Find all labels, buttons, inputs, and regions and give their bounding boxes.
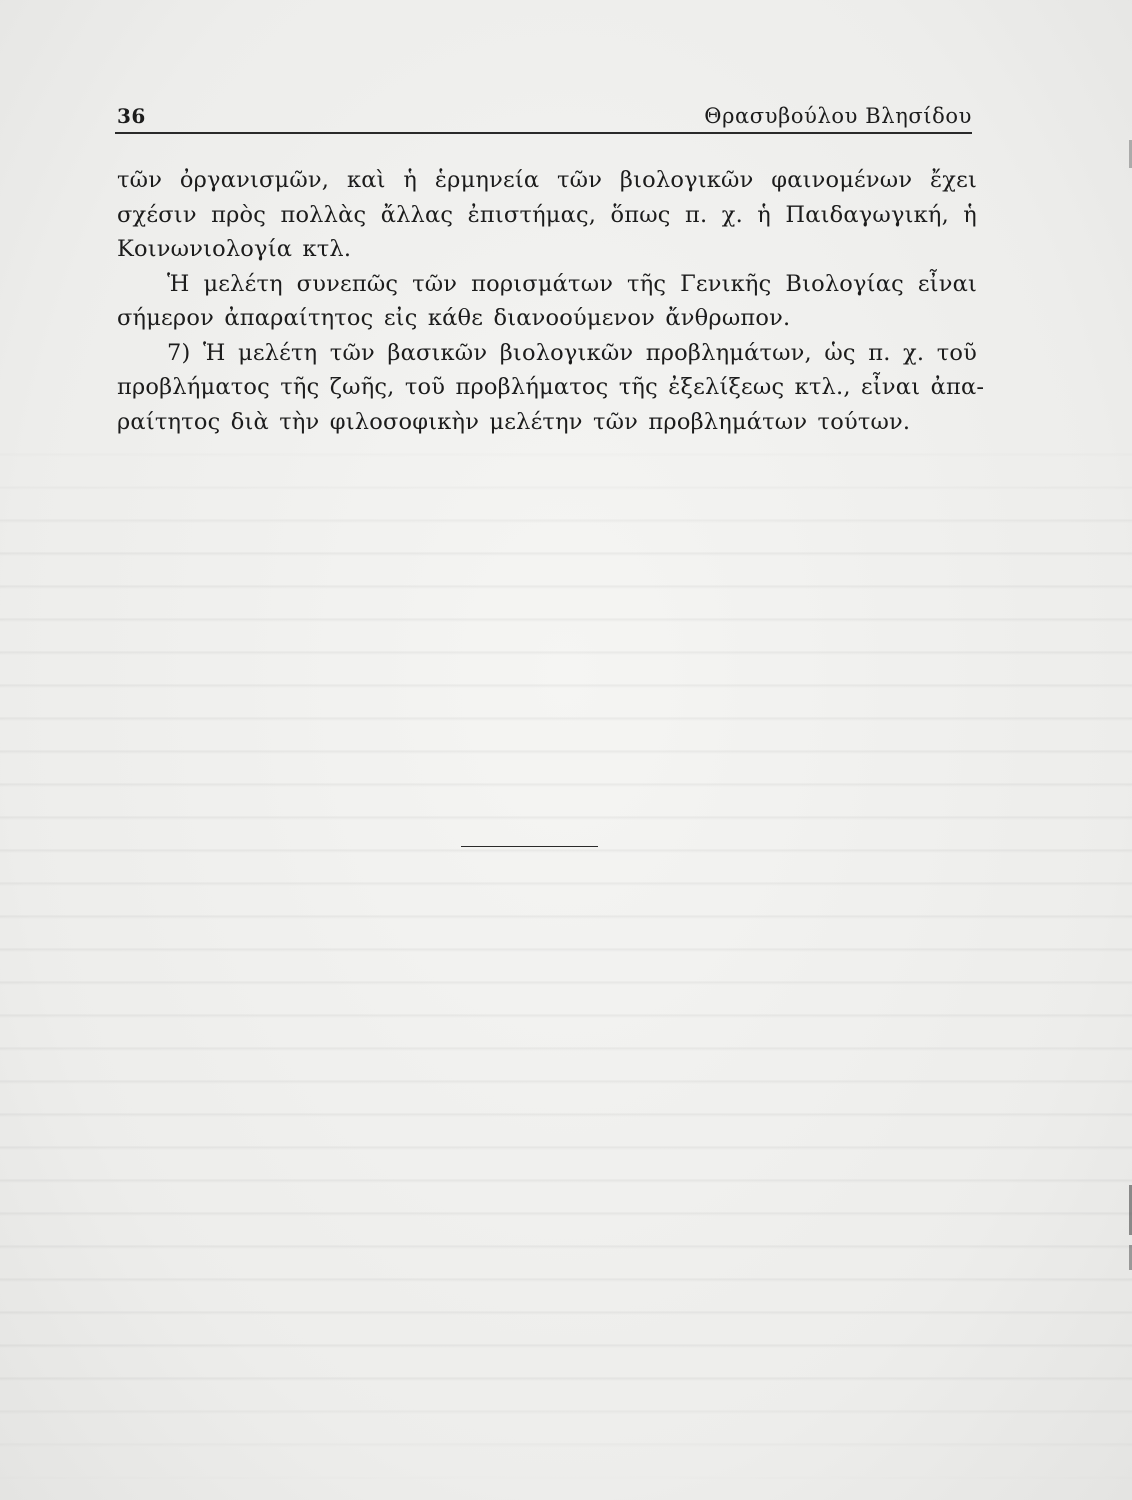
text-line: σήμερον ἀπαραίτητος εἰς κάθε διανοούμενον ἄνθρωπον. <box>117 305 791 331</box>
text-line: Ἡ μελέτη συνεπῶς τῶν πορισμάτων τῆς Γενικῆς Βιολογίας εἶναι <box>167 270 977 297</box>
text-line: ραίτητος διὰ τὴν φιλοσοφικὴν μελέτην τῶν προβλημάτων τούτων. <box>117 408 911 435</box>
running-head: Θρασυβούλου Βλησίδου <box>704 104 972 128</box>
body-text <box>117 163 985 439</box>
page-number: 36 <box>117 104 146 128</box>
text-line: τῶν ὀργανισμῶν, καὶ ἡ ἑρμηνεία τῶν βιολογικῶν φαινομένων ἔχει <box>117 167 977 193</box>
text-line: 7) Ἡ μελέτη τῶν βασικῶν βιολογικῶν προβλημάτων, ὡς π. χ. τοῦ <box>167 339 977 366</box>
page-header <box>115 100 972 134</box>
section-end-rule <box>461 846 598 847</box>
text-line: προβλήματος τῆς ζωῆς, τοῦ προβλήματος τῆς ἐξελίξεως κτλ., εἶναι ἀπα- <box>117 374 985 400</box>
text-line: Κοινωνιολογία κτλ. <box>117 236 352 262</box>
text-line: σχέσιν πρὸς πολλὰς ἄλλας ἐπιστήμας, ὅπως π. χ. ἡ Παιδαγωγική, ἡ <box>117 201 977 228</box>
